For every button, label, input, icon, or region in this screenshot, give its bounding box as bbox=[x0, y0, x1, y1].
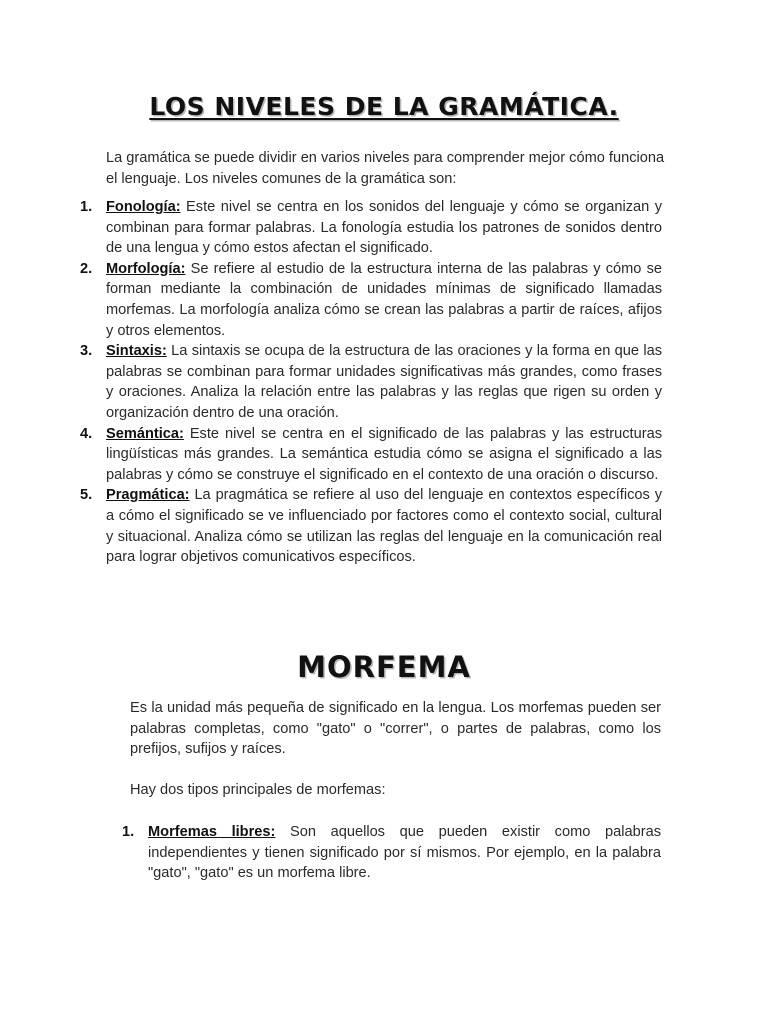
list-number: 4. bbox=[80, 425, 93, 442]
level-term: Morfología: bbox=[106, 260, 186, 277]
list-number: 3. bbox=[80, 343, 93, 360]
list-item bbox=[78, 424, 662, 486]
level-term: Fonología: bbox=[106, 199, 181, 215]
level-description: La pragmática se refiere al uso del lenguaje en contextos específicos y a cómo el significado se ve influenciado por factores como el contexto social, cultural y situacional. Analiza cómo se utilizan las reglas del lenguaje en la comunicación real para lograr objetivos comunicativos específicos. bbox=[106, 487, 662, 566]
level-term: Sintaxis: bbox=[106, 343, 167, 360]
level-description: Este nivel se centra en los sonidos del lenguaje y cómo se organizan y combinan para formar palabras. La fonología estudia los patrones de sonidos dentro de una lengua y cómo estos afectan el significado. bbox=[106, 199, 662, 257]
list-number: 2. bbox=[80, 260, 93, 277]
morfema-types-intro: Hay dos tipos principales de morfemas: bbox=[130, 782, 386, 798]
list-item bbox=[120, 822, 661, 884]
list-item bbox=[78, 259, 662, 341]
page-title bbox=[0, 92, 768, 121]
type-description: Son aquellos que pueden existir como palabras independientes y tienen significado por sí mismos. Por ejemplo, en la palabra "gato", "gato" es un morfema libre. bbox=[148, 824, 661, 882]
list-number: 1. bbox=[80, 199, 93, 215]
list-item bbox=[78, 485, 662, 567]
level-term: Semántica: bbox=[106, 425, 184, 442]
level-description: La sintaxis se ocupa de la estructura de las oraciones y la forma en que las palabras se combinan para formar unidades significativas más grandes, como frases y oraciones. Analiza la relación entre las palabras y las reglas que rigen su orden y organización dentro de una oración. bbox=[106, 343, 662, 421]
type-term: Morfemas libres: bbox=[148, 824, 276, 840]
intro-paragraph: La gramática se puede dividir en varios niveles para comprender mejor cómo funciona el lenguaje. Los niveles comunes de la gramática son: bbox=[106, 150, 665, 187]
level-term: Pragmática: bbox=[106, 487, 190, 504]
level-description: Este nivel se centra en el significado de las palabras y las estructuras lingüísticas más grandes. La semántica estudia cómo se asigna el significado a las palabras y cómo se construye el significado en el contexto de una oración o discurso. bbox=[106, 425, 662, 483]
morfema-definition: Es la unidad más pequeña de significado en la lengua. Los morfemas pueden ser palabras completas, como "gato" o "correr", o partes de palabras, como los prefijos, sufijos y raíces. bbox=[130, 700, 661, 758]
list-item bbox=[78, 341, 662, 423]
section-heading-morfema: MORFEMA bbox=[297, 650, 471, 684]
morfema-types-list bbox=[120, 822, 661, 884]
list-number: 5. bbox=[80, 487, 93, 504]
page-title-text: LOS NIVELES DE LA GRAMÁTICA. bbox=[149, 92, 619, 121]
list-number: 1. bbox=[122, 824, 135, 840]
list-item bbox=[78, 197, 662, 259]
grammar-levels-list bbox=[78, 197, 662, 568]
level-description: Se refiere al estudio de la estructura interna de las palabras y cómo se forman mediante la combinación de unidades mínimas de significado llamadas morfemas. La morfología analiza cómo se crean las palabras a partir de raíces, afijos y otros elementos. bbox=[106, 260, 662, 339]
